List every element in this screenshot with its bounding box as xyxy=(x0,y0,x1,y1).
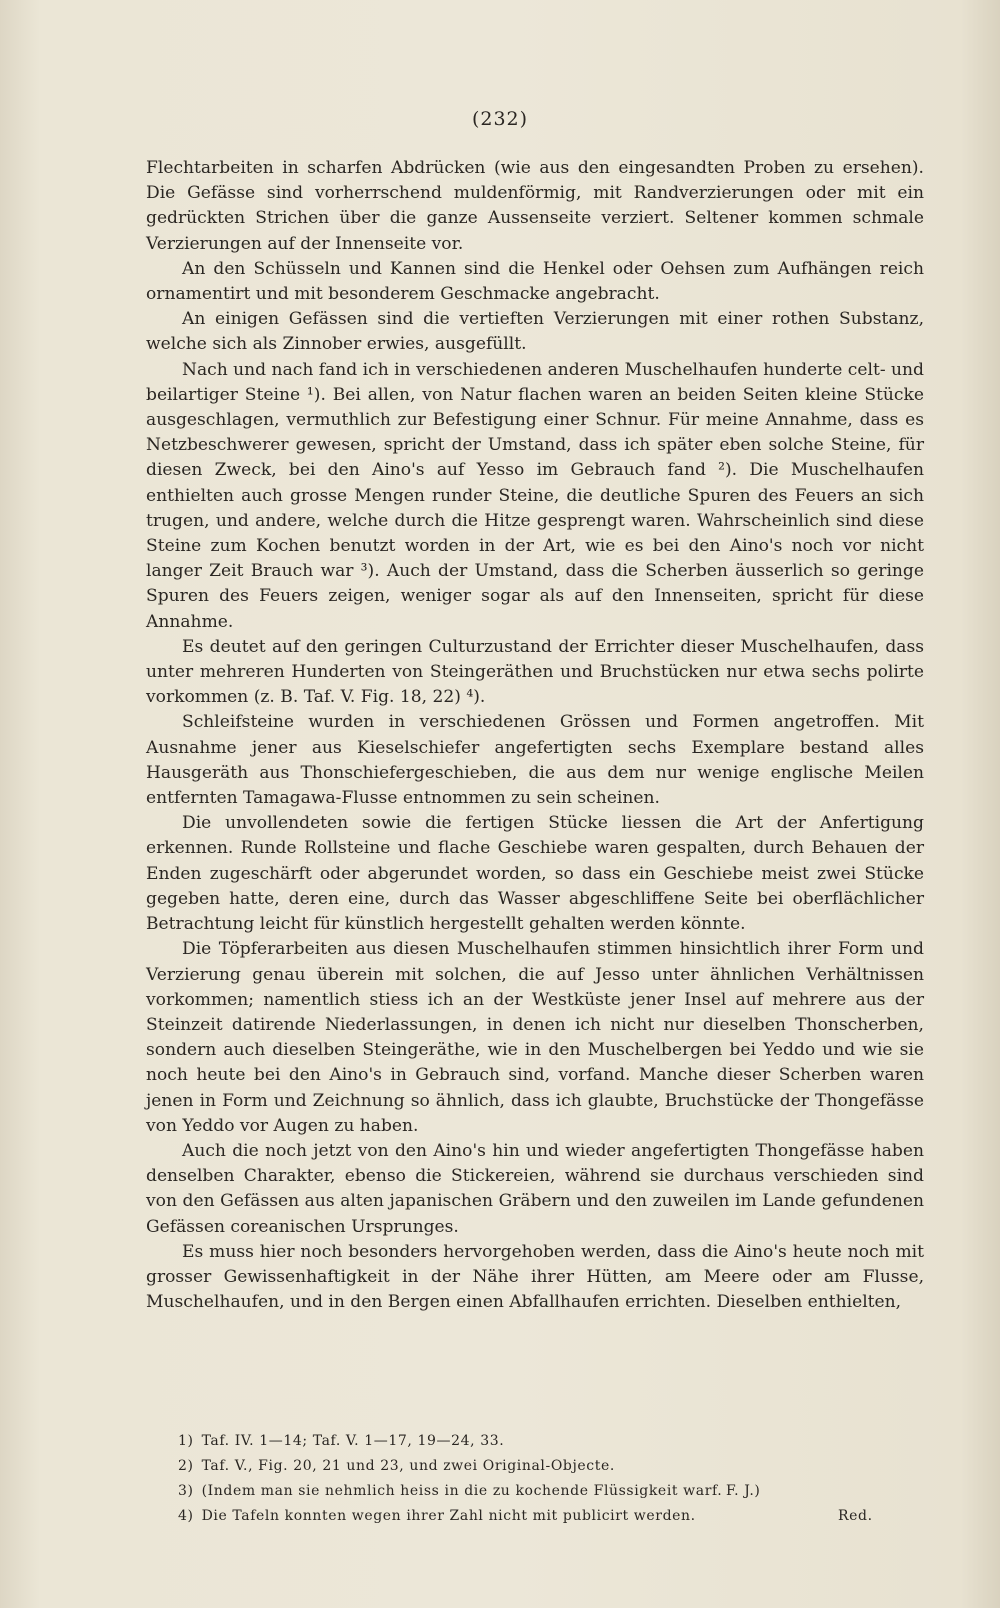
paragraph: Es deutet auf den geringen Culturzustand der Errichter dieser Muschelhaufen, dass unter mehreren Hunderten von Steingeräthen und Bruchstücken nur etwa sechs polirte vorkommen (z. B. Taf. V. Fig. 18, 22) ⁴). xyxy=(146,636,924,708)
footnote-text: Taf. V., Fig. 20, 21 und 23, und zwei Original-Objecte. xyxy=(201,1458,615,1474)
footnote-mark: 2) xyxy=(178,1458,194,1474)
footnote-text: (Indem man sie nehmlich heiss in die zu kochende Flüssigkeit warf. xyxy=(201,1483,723,1499)
paragraph: Schleifsteine wurden in verschiedenen Grössen und Formen angetroffen. Mit Ausnahme jener aus Kieselschiefer angefertigten sechs Exemplare bestand alles Hausgeräth aus Thonschiefergeschieben, die aus dem nur wenige englische Meilen entfernten Tamagawa-Flusse entnommen zu sein scheinen. xyxy=(146,712,924,809)
paragraph: Die unvollendeten sowie die fertigen Stücke liessen die Art der Anfertigung erkennen. Runde Rollsteine und flache Geschiebe waren gespalten, durch Behauen der Enden zugeschärft oder abgerundet worden, so dass ein Geschiebe meist zwei Stücke gegeben hatte, deren eine, durch das Wasser abgeschliffene Seite bei oberflächlicher Betrachtung leicht für künstlich hergestellt gehalten werden könnte. xyxy=(146,813,924,935)
paragraph: Es muss hier noch besonders hervorgehoben werden, dass die Aino's heute noch mit grosser Gewissenhaftigkeit in der Nähe ihrer Hütten, am Meere oder am Flusse, Muschelhaufen, und in den Bergen einen Abfallhaufen errichten. Dieselben enthielten, xyxy=(146,1241,924,1313)
paragraph: An einigen Gefässen sind die vertieften Verzierungen mit einer rothen Substanz, welche sich als Zinnober erwies, ausgefüllt. xyxy=(146,309,924,355)
footnote-2 xyxy=(178,1457,878,1475)
footnote-text: Taf. IV. 1—14; Taf. V. 1—17, 19—24, 33. xyxy=(201,1433,505,1449)
body-text xyxy=(146,156,924,1315)
footnote-1 xyxy=(178,1432,878,1450)
paragraph: An den Schüsseln und Kannen sind die Henkel oder Oehsen zum Aufhängen reich ornamentirt und mit besonderem Geschmacke angebracht. xyxy=(146,258,924,305)
paragraph: Flechtarbeiten in scharfen Abdrücken (wie aus den eingesandten Proben zu ersehen). Die Gefässe sind vorherrschend muldenförmig, mit Randverzierungen oder mit ein gedrückten Strichen über die ganze Aussenseite verziert. Seltener kommen schmale Verzierungen auf der Innenseite vor. xyxy=(146,158,924,254)
footnote-attribution: F. J.) xyxy=(726,1483,761,1499)
footnote-attribution: Red. xyxy=(838,1508,873,1524)
footnote-mark: 4) xyxy=(178,1508,194,1524)
paragraph: Die Töpferarbeiten aus diesen Muschelhaufen stimmen hinsichtlich ihrer Form und Verzierung genau überein mit solchen, die auf Jesso unter ähnlichen Verhältnissen vorkommen; namentlich stiess ich an der Westküste jener Insel auf mehrere aus der Steinzeit datirende Niederlassungen, in denen ich nicht nur dieselben Thonscherben, sondern auch dieselben Steingeräthe, wie in den Muschelbergen bei Yeddo und wie sie noch heute bei den Aino's in Gebrauch sind, vorfand. Manche dieser Scherben waren jenen in Form und Zeichnung so ähnlich, dass ich glaubte, Bruchstücke der Thongefässe von Yeddo vor Augen zu haben. xyxy=(146,939,924,1136)
paragraph: Nach und nach fand ich in verschiedenen anderen Muschelhaufen hunderte celt- und beilartiger Steine ¹). Bei allen, von Natur flachen waren an beiden Seiten kleine Stücke ausgeschlagen, vermuthlich zur Befestigung einer Schnur. Für meine Annahme, dass es Netzbeschwerer gewesen, spricht der Umstand, dass ich später eben solche Steine, für diesen Zweck, bei den Aino's auf Yesso im Gebrauch fand ²). Die Muschelhaufen enthielten auch grosse Mengen runder Steine, die deutliche Spuren des Feuers an sich trugen, und andere, welche durch die Hitze gesprengt waren. Wahrscheinlich sind diese Steine zum Kochen benutzt worden in der Art, wie es bei den Aino's noch vor nicht langer Zeit Brauch war ³). Auch der Umstand, dass die Scherben äusserlich so geringe Spuren des Feuers zeigen, weniger sogar als auf den Innenseiten, spricht für diese Annahme. xyxy=(146,359,924,632)
page-number: (232) xyxy=(471,108,529,130)
footnote-mark: 3) xyxy=(178,1483,194,1499)
footnote-text: Die Tafeln konnten wegen ihrer Zahl nicht mit publicirt werden. xyxy=(201,1508,696,1524)
paragraph: Auch die noch jetzt von den Aino's hin und wieder angefertigten Thongefässe haben denselben Charakter, ebenso die Stickereien, während sie durchaus verschieden sind von den Gefässen aus alten japanischen Gräbern und den zuweilen im Lande gefundenen Gefässen coreanischen Ursprunges. xyxy=(146,1140,924,1237)
footnote-4 xyxy=(178,1507,878,1525)
footnote-3 xyxy=(178,1482,878,1500)
footnote-mark: 1) xyxy=(178,1433,194,1449)
